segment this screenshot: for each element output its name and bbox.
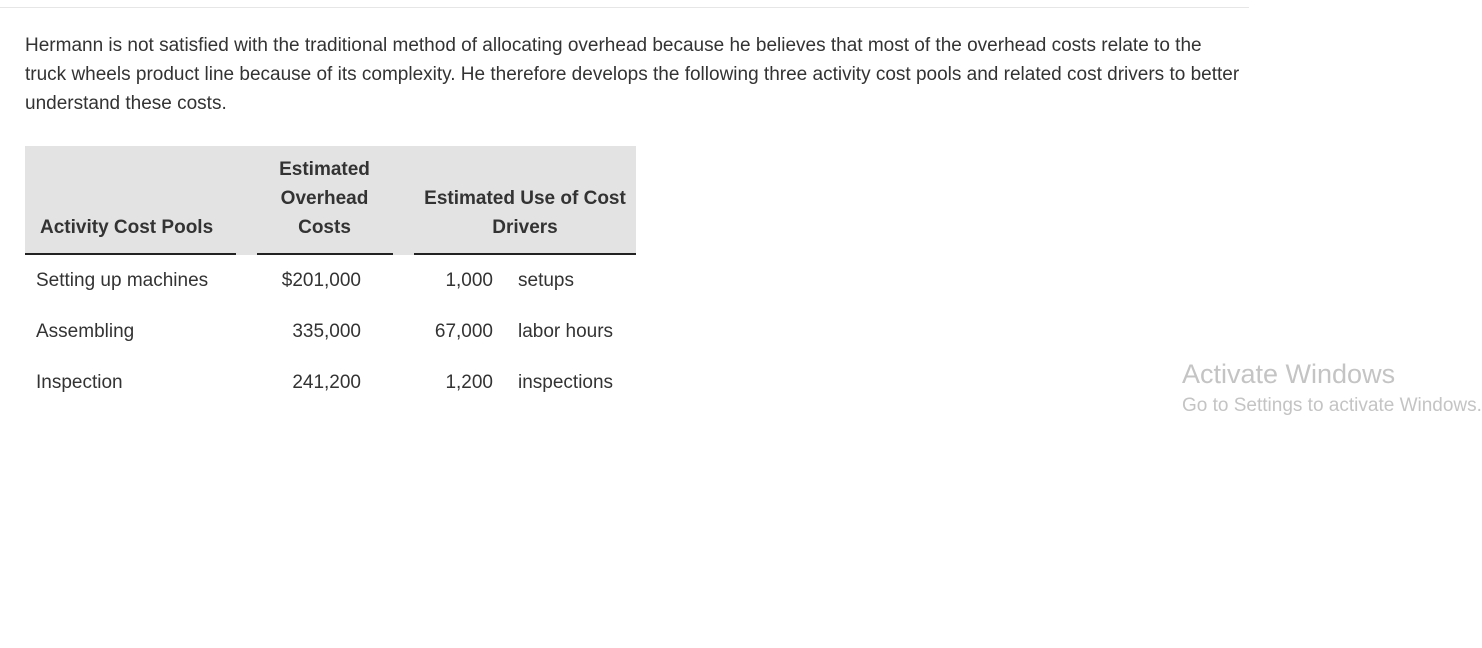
header-underline: [414, 253, 636, 255]
intro-paragraph: Hermann is not satisfied with the traditional method of allocating overhead because he believes that most of the overhead costs relate to the truck wheels product line because of its complexity. He therefore develops the following three activity cost pools and related cost drivers to better understand these costs.: [25, 35, 1240, 114]
driver-unit-cell: inspections: [518, 372, 614, 393]
activate-windows-watermark: [1182, 356, 1482, 420]
driver-quantity-cell: 1,200: [445, 372, 493, 393]
header-underline: [25, 253, 236, 255]
overhead-cost-cell: 241,200: [292, 372, 361, 393]
driver-quantity-cell: 1,000: [445, 270, 493, 291]
driver-quantity-cell: 67,000: [434, 321, 493, 342]
watermark-title: Activate Windows: [1182, 359, 1396, 389]
driver-unit-cell: labor hours: [518, 321, 614, 342]
overhead-cost-cell: $201,000: [281, 270, 361, 291]
table-row: [25, 368, 636, 419]
table-row: [25, 266, 636, 317]
header-estimated-use-of-cost-drivers: Estimated Use of Cost Drivers: [424, 188, 626, 238]
header-underline: [257, 253, 393, 255]
top-divider: [0, 7, 1249, 8]
header-activity-cost-pools: Activity Cost Pools: [40, 217, 214, 238]
activity-name-cell: Setting up machines: [36, 270, 209, 291]
watermark-subtitle: Go to Settings to activate Windows.: [1182, 395, 1482, 416]
driver-unit-cell: setups: [518, 270, 574, 291]
overhead-cost-cell: 335,000: [292, 321, 361, 342]
header-estimated-overhead-costs: Estimated Overhead Costs: [279, 159, 370, 238]
activity-name-cell: Assembling: [36, 321, 135, 342]
table-row: [25, 317, 636, 368]
activity-name-cell: Inspection: [36, 372, 123, 393]
